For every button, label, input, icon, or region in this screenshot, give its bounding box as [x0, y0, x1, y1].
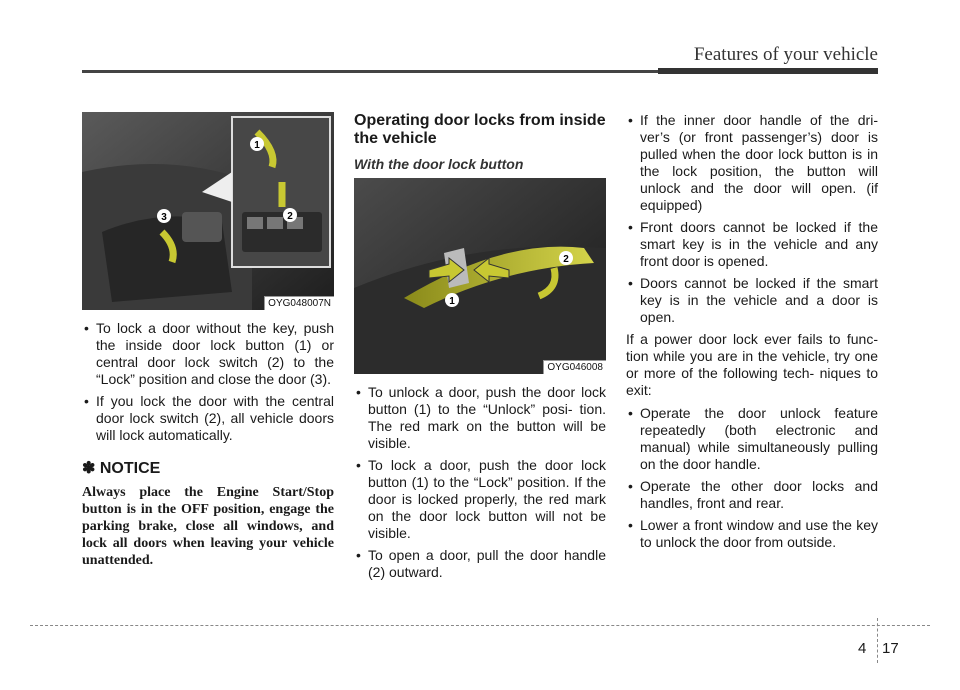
body-paragraph: If a power door lock ever fails to func- tion while you are in the vehicle, try one or more of the following tech- niques to exit:	[626, 331, 878, 398]
door-handle-figure	[354, 178, 606, 374]
header-rule-accent	[658, 68, 878, 74]
svg-text:1: 1	[254, 140, 260, 151]
callout-1-icon	[445, 293, 459, 307]
bullet-list	[82, 320, 334, 444]
figure-caption: OYG048007N	[264, 296, 334, 310]
footer-divider	[877, 618, 878, 663]
svg-text:1: 1	[449, 296, 455, 307]
callout-3-icon	[157, 209, 171, 223]
callouts	[354, 178, 606, 374]
notice-body: Always place the Engine Start/Stop button is in the OFF position, engage the parking brake, close all windows, and lock all doors when leaving your vehicle unattended.	[82, 485, 334, 568]
svg-text:3: 3	[161, 212, 167, 223]
bullet-list	[354, 384, 606, 581]
list-item: • To unlock a door, push the door lock button (1) to the “Unlock” posi- tion. The red mark on the button will be visible.	[354, 384, 606, 452]
list-item: • Lower a front window and use the key to unlock the door from outside.	[626, 517, 878, 551]
notice-title: ✽ NOTICE	[82, 460, 161, 477]
list-item: • To open a door, pull the door handle (2) outward.	[354, 547, 606, 581]
list-item: • If you lock the door with the central door lock switch (2), all vehicle doors will lock automatically.	[82, 393, 334, 444]
list-item: • To lock a door, push the door lock button (1) to the “Lock” position. If the door is locked properly, the red mark on the door lock button will not be visible.	[354, 457, 606, 542]
callout-1-icon	[250, 137, 264, 151]
list-item: • Front doors cannot be locked if the smart key is in the vehicle and any front door is opened.	[626, 219, 878, 270]
list-item: • Operate the door unlock feature repeatedly (both electronic and manual) while simultaneously pulling on the door handle.	[626, 405, 878, 473]
column-right	[626, 112, 878, 556]
bullet-list	[626, 405, 878, 551]
list-item: • Doors cannot be locked if the smart key is in the vehicle and a door is open.	[626, 275, 878, 326]
list-item: • Operate the other door locks and handles, front and rear.	[626, 478, 878, 512]
svg-text:2: 2	[563, 254, 569, 265]
door-lock-figure	[82, 112, 334, 310]
chapter-number: 4	[858, 640, 867, 657]
page-number: 17	[882, 640, 899, 657]
column-middle	[354, 112, 606, 586]
figure-caption: OYG046008	[543, 360, 606, 374]
callout-2-icon	[559, 251, 573, 265]
subsection-heading: With the door lock button	[354, 156, 524, 172]
section-heading: Operating door locks from inside the vehicle	[354, 112, 606, 147]
section-title: Features of your vehicle	[693, 44, 878, 65]
list-item: • If the inner door handle of the dri- ver’s (or front passenger’s) door is pulled when the door lock button is in the lock position, the button will unlock and the door will open. (if equipped)	[626, 112, 878, 214]
bullet-list	[626, 112, 878, 326]
list-item: • To lock a door without the key, push the inside door lock button (1) or central door lock switch (2) to the “Lock” position and close the door (3).	[82, 320, 334, 388]
callout-2-icon	[283, 208, 297, 222]
svg-text:2: 2	[287, 211, 293, 222]
footer-rule	[30, 625, 930, 626]
callouts	[82, 112, 334, 310]
column-left	[82, 112, 334, 569]
